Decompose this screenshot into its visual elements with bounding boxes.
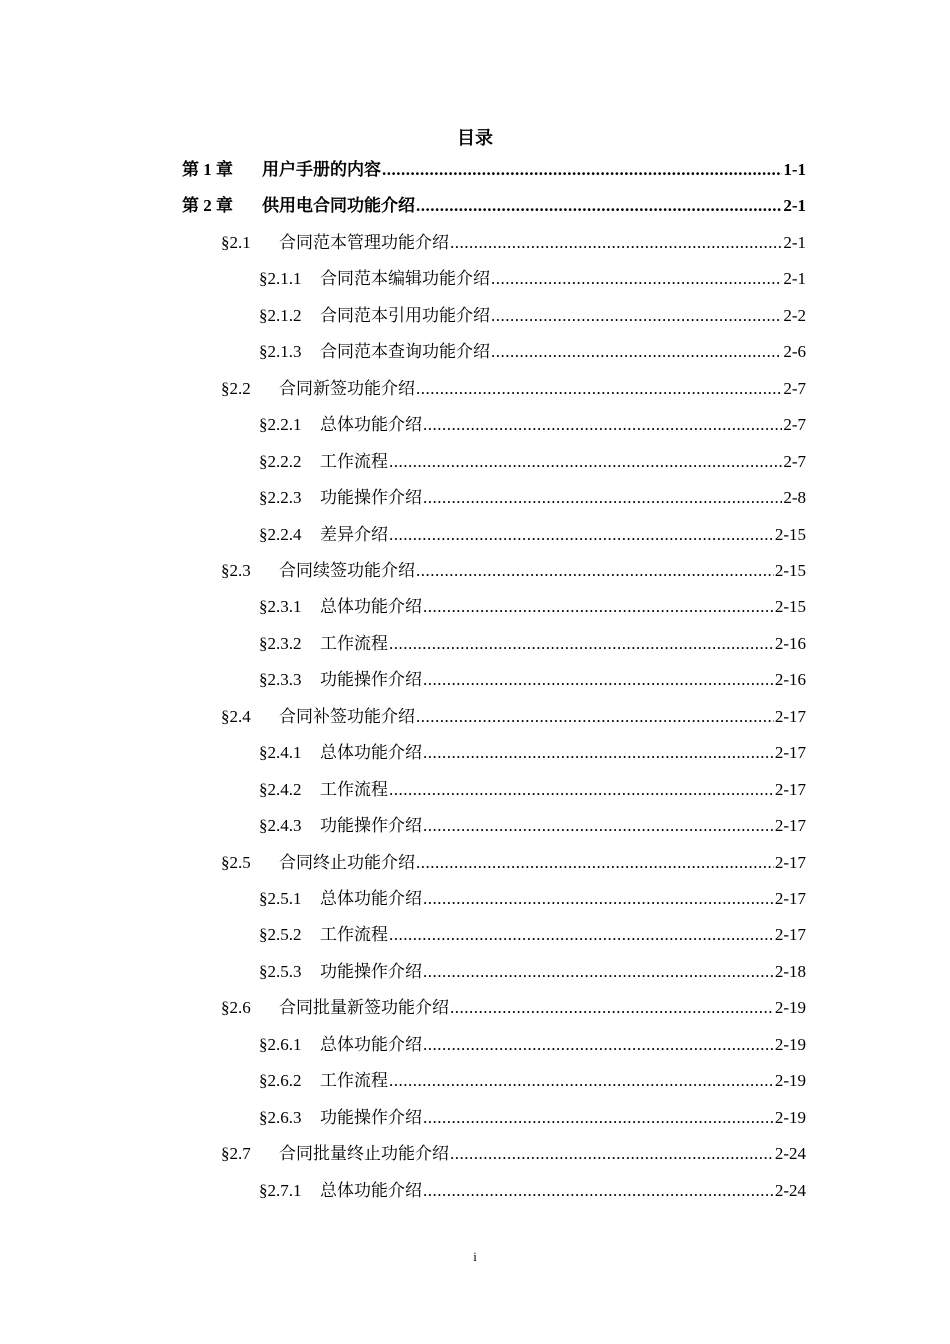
toc-entry-page: 2-19 [774, 1071, 806, 1091]
toc-entry-page: 2-17 [774, 852, 806, 872]
toc-entry-page: 2-18 [774, 961, 806, 981]
toc-entry-page: 2-8 [783, 488, 806, 508]
toc-entry[interactable] [221, 994, 806, 1022]
toc-entry-page: 2-16 [774, 670, 806, 690]
toc-entry[interactable] [259, 1104, 806, 1132]
toc-entry[interactable] [259, 921, 806, 949]
dot-leader [423, 666, 774, 694]
toc-entry-title: 合同范本管理功能介绍 [279, 232, 449, 252]
toc-entry-title: 合同范本引用功能介绍 [320, 305, 490, 325]
toc-entry-page: 2-19 [774, 1034, 806, 1054]
toc-entry-title: 供用电合同功能介绍 [262, 196, 415, 216]
toc-entry-number: §2.6.3 [259, 1107, 302, 1127]
toc-entry[interactable] [259, 484, 806, 512]
toc-entry-number: §2.6.1 [259, 1034, 302, 1054]
toc-entry-number: §2.3 [221, 560, 251, 580]
toc-entry-title: 总体功能介绍 [320, 1180, 422, 1200]
toc-entry-title: 功能操作介绍 [320, 1107, 422, 1127]
toc-entry-number: §2.1.1 [259, 269, 302, 289]
toc-entry-page: 2-17 [774, 816, 806, 836]
dot-leader [423, 1104, 774, 1132]
toc-entry-number: §2.2.2 [259, 451, 302, 471]
dot-leader [423, 1177, 774, 1205]
toc-entry-number: §2.2.4 [259, 524, 302, 544]
dot-leader [389, 776, 774, 804]
toc-entry-page: 2-17 [774, 743, 806, 763]
toc-entry-page: 2-15 [774, 597, 806, 617]
toc-entry[interactable] [259, 776, 806, 804]
toc-entry-title: 功能操作介绍 [320, 816, 422, 836]
toc-entry-number: §2.1.3 [259, 342, 302, 362]
toc-entry-number: §2.2.1 [259, 415, 302, 435]
dot-leader [389, 448, 782, 476]
toc-entry-title: 差异介绍 [320, 524, 388, 544]
toc-entry-number: §2.4.1 [259, 743, 302, 763]
dot-leader [416, 557, 774, 585]
toc-entry-title: 工作流程 [320, 451, 388, 471]
toc-entry-page: 2-17 [774, 925, 806, 945]
dot-leader [450, 994, 774, 1022]
toc-entry[interactable] [259, 448, 806, 476]
toc-entry[interactable] [259, 958, 806, 986]
toc-entry[interactable] [221, 849, 806, 877]
toc-entry-page: 2-1 [783, 269, 806, 289]
toc-entry-title: 合同范本查询功能介绍 [320, 342, 490, 362]
toc-entry[interactable] [221, 703, 806, 731]
toc-entry-number: §2.5 [221, 852, 251, 872]
toc-entry-page: 2-15 [774, 560, 806, 580]
dot-leader [423, 739, 774, 767]
toc-entry[interactable] [259, 1031, 806, 1059]
dot-leader [450, 229, 782, 257]
dot-leader [450, 1140, 774, 1168]
toc-entry-page: 2-19 [774, 998, 806, 1018]
dot-leader [423, 484, 782, 512]
toc-entry-title: 功能操作介绍 [320, 670, 422, 690]
toc-entry-title: 功能操作介绍 [320, 961, 422, 981]
toc-entry-title: 总体功能介绍 [320, 889, 422, 908]
dot-leader [423, 812, 774, 840]
dot-leader [389, 921, 774, 949]
page-number: i [473, 1249, 477, 1264]
dot-leader [491, 302, 782, 330]
toc-entry-number: 第 2 章 [182, 196, 233, 216]
toc-entry-page: 2-17 [774, 889, 806, 908]
dot-leader [491, 338, 782, 366]
toc-entry-title: 合同批量终止功能介绍 [279, 1144, 449, 1164]
toc-entry-page: 2-17 [774, 779, 806, 799]
toc-entry-title: 总体功能介绍 [320, 743, 422, 763]
toc-entry-number: §2.3.2 [259, 633, 302, 653]
toc-entry[interactable] [182, 192, 806, 220]
toc-entry[interactable] [221, 375, 806, 403]
toc-entry-page: 2-16 [774, 633, 806, 653]
toc-entry[interactable] [259, 302, 806, 330]
toc-entry-title: 工作流程 [320, 1071, 388, 1091]
toc-entry-page: 2-15 [774, 524, 806, 544]
toc-entry[interactable] [259, 1177, 806, 1205]
toc-entry-number: §2.5.2 [259, 925, 302, 945]
toc-entry-number: §2.2 [221, 378, 251, 398]
toc-entry-number: 第 1 章 [182, 160, 233, 179]
toc-entry-page: 2-7 [783, 378, 806, 398]
toc-entry-number: §2.3.1 [259, 597, 302, 617]
toc-title: 目录 [457, 128, 493, 148]
dot-leader [389, 1067, 774, 1095]
toc-entry-page: 2-7 [783, 451, 806, 471]
dot-leader [389, 630, 774, 658]
toc-entry-page: 2-7 [783, 415, 806, 435]
toc-entry-number: §2.5.1 [259, 889, 302, 908]
toc-entry[interactable] [182, 156, 806, 184]
toc-entry-title: 用户手册的内容 [262, 160, 381, 179]
toc-entry[interactable] [259, 812, 806, 840]
toc-entry-number: §2.1 [221, 232, 251, 252]
toc-entry-number: §2.7 [221, 1144, 251, 1164]
toc-entry-title: 总体功能介绍 [320, 415, 422, 435]
toc-entry[interactable] [259, 521, 806, 549]
dot-leader [423, 1031, 774, 1059]
toc-entry-title: 合同补签功能介绍 [279, 706, 415, 726]
toc-entry[interactable] [259, 1067, 806, 1095]
toc-entry[interactable] [259, 265, 806, 293]
dot-leader [416, 192, 782, 220]
toc-entry-page: 2-1 [783, 232, 806, 252]
toc-entry-number: §2.3.3 [259, 670, 302, 690]
toc-entry-number: §2.4 [221, 706, 251, 726]
dot-leader [416, 849, 774, 877]
toc-entry-page: 2-17 [774, 706, 806, 726]
toc-entry-title: 合同范本编辑功能介绍 [320, 269, 490, 289]
toc-entry-page: 2-2 [783, 305, 806, 325]
toc-entry-number: §2.6.2 [259, 1071, 302, 1091]
toc-entry[interactable] [221, 557, 806, 585]
dot-leader [423, 593, 774, 621]
toc-entry-number: §2.4.2 [259, 779, 302, 799]
toc-entry[interactable] [259, 411, 806, 439]
toc-entry-title: 功能操作介绍 [320, 488, 422, 508]
dot-leader [382, 156, 782, 184]
toc-entry[interactable] [259, 593, 806, 621]
toc-entry-number: §2.6 [221, 998, 251, 1018]
toc-entry-title: 工作流程 [320, 779, 388, 799]
dot-leader [423, 885, 774, 913]
toc-entry-title: 合同批量新签功能介绍 [279, 998, 449, 1018]
dot-leader [491, 265, 782, 293]
toc-entry-title: 合同新签功能介绍 [279, 378, 415, 398]
toc-entry[interactable] [259, 666, 806, 694]
toc-entry-number: §2.2.3 [259, 488, 302, 508]
toc-entry-page: 2-6 [783, 342, 806, 362]
toc-entry-number: §2.4.3 [259, 816, 302, 836]
dot-leader [416, 375, 782, 403]
toc-entry[interactable] [259, 338, 806, 366]
toc-entry[interactable] [259, 885, 806, 913]
toc-entry-number: §2.5.3 [259, 961, 302, 981]
toc-entry[interactable] [259, 630, 806, 658]
toc-entry[interactable] [221, 229, 806, 257]
dot-leader [389, 521, 774, 549]
toc-entry[interactable] [221, 1140, 806, 1168]
toc-entry-title: 合同续签功能介绍 [279, 560, 415, 580]
toc-entry-title: 工作流程 [320, 633, 388, 653]
toc-entry-page: 1-1 [783, 160, 806, 179]
toc-entry-title: 工作流程 [320, 925, 388, 945]
toc-entry-number: §2.7.1 [259, 1180, 302, 1200]
toc-entry-page: 2-24 [774, 1144, 806, 1164]
dot-leader [423, 411, 782, 439]
toc-entry-page: 2-1 [783, 196, 806, 216]
toc-entry-number: §2.1.2 [259, 305, 302, 325]
dot-leader [423, 958, 774, 986]
toc-entry-title: 合同终止功能介绍 [279, 852, 415, 872]
dot-leader [416, 703, 774, 731]
toc-entry-title: 总体功能介绍 [320, 597, 422, 617]
toc-entry[interactable] [259, 739, 806, 767]
toc-entry-page: 2-24 [774, 1180, 806, 1200]
toc-entry-title: 总体功能介绍 [320, 1034, 422, 1054]
toc-entry-page: 2-19 [774, 1107, 806, 1127]
